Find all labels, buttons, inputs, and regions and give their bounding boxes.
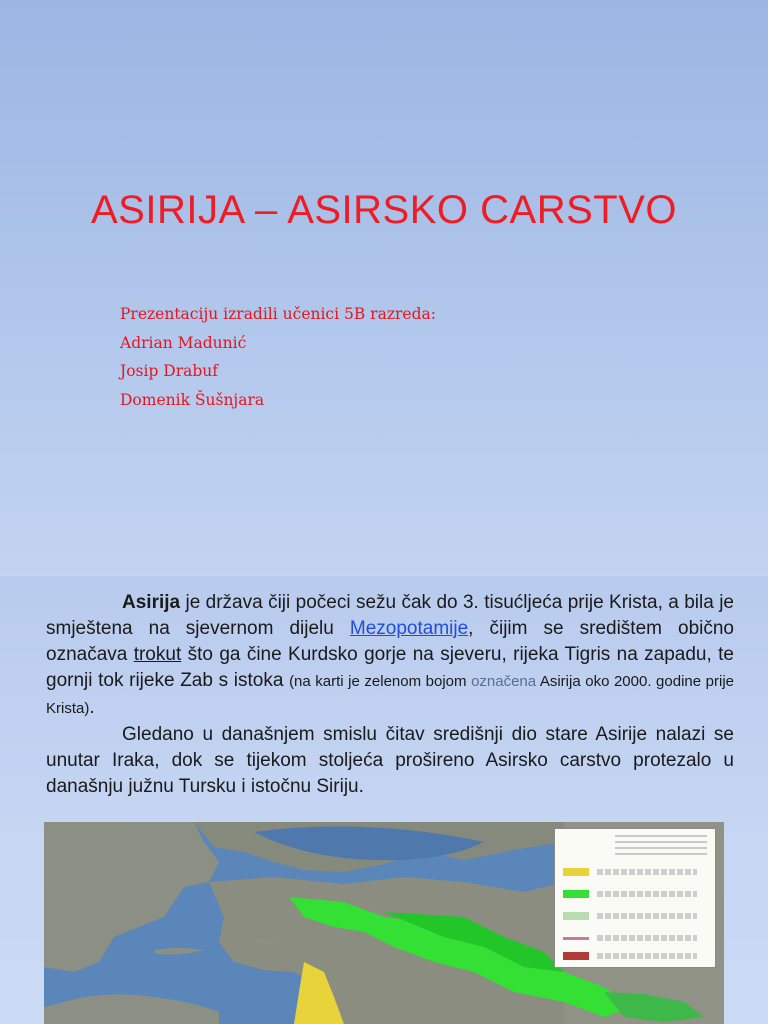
legend-swatch xyxy=(563,952,589,960)
text-run: Gledano u današnjem smislu čitav središnji dio stare Asirije nalazi se unutar Iraka, dok se tijekom stoljeća prošireno Asirsko carstvo protezalo u današnju južnu Tursku i istočnu Siriju. xyxy=(46,724,734,797)
legend-row xyxy=(563,867,709,877)
authors-intro: Prezentaciju izradili učenici 5B razreda: xyxy=(120,305,436,323)
term-asirija: Asirija xyxy=(122,592,181,613)
legend-text-lines xyxy=(597,913,697,919)
author-name: Domenik Šušnjara xyxy=(120,390,265,409)
legend-swatch xyxy=(563,868,589,876)
authors-block xyxy=(120,300,436,414)
text-run: (na karti je zelenom bojom xyxy=(289,673,472,690)
highlighted-word: označena xyxy=(471,673,537,690)
legend-swatch xyxy=(563,890,589,898)
slide-body-text xyxy=(46,590,734,800)
historical-map-image xyxy=(44,822,724,1024)
legend-text-lines xyxy=(597,953,697,959)
legend-row xyxy=(563,933,709,943)
link-mezopotamije[interactable]: Mezopotamije xyxy=(349,618,469,639)
author-name: Josip Drabuf xyxy=(120,362,219,380)
underlined-trokut: trokut xyxy=(133,644,182,665)
text-run: , čijim se središtem obično označava xyxy=(46,618,734,665)
text-run: što ga čine Kurdsko gorje na sjeveru, rijeka Tigris na zapadu, te gornji tok rijeke Zab s istoka xyxy=(46,644,734,691)
paragraph-2 xyxy=(46,722,734,800)
legend-swatch xyxy=(563,912,589,920)
legend-row xyxy=(563,911,709,921)
legend-row xyxy=(563,951,709,961)
legend-title-lines xyxy=(615,835,707,857)
text-run: . xyxy=(89,697,95,718)
legend-row xyxy=(563,889,709,899)
author-name: Adrian Madunić xyxy=(120,333,247,352)
legend-text-lines xyxy=(597,891,697,897)
map-legend xyxy=(554,828,716,968)
legend-swatch xyxy=(563,937,589,940)
text-run: Asirija oko 2000. godine prije Krista) xyxy=(46,673,734,717)
slide-title: ASIRIJA – ASIRSKO CARSTVO xyxy=(90,188,677,232)
paragraph-1 xyxy=(46,590,734,722)
legend-text-lines xyxy=(597,935,697,941)
text-run: je država čiji počeci sežu čak do 3. tisućljeća prije Krista, a bila je smještena na sjevernom dijelu xyxy=(46,592,734,639)
legend-text-lines xyxy=(597,869,697,875)
